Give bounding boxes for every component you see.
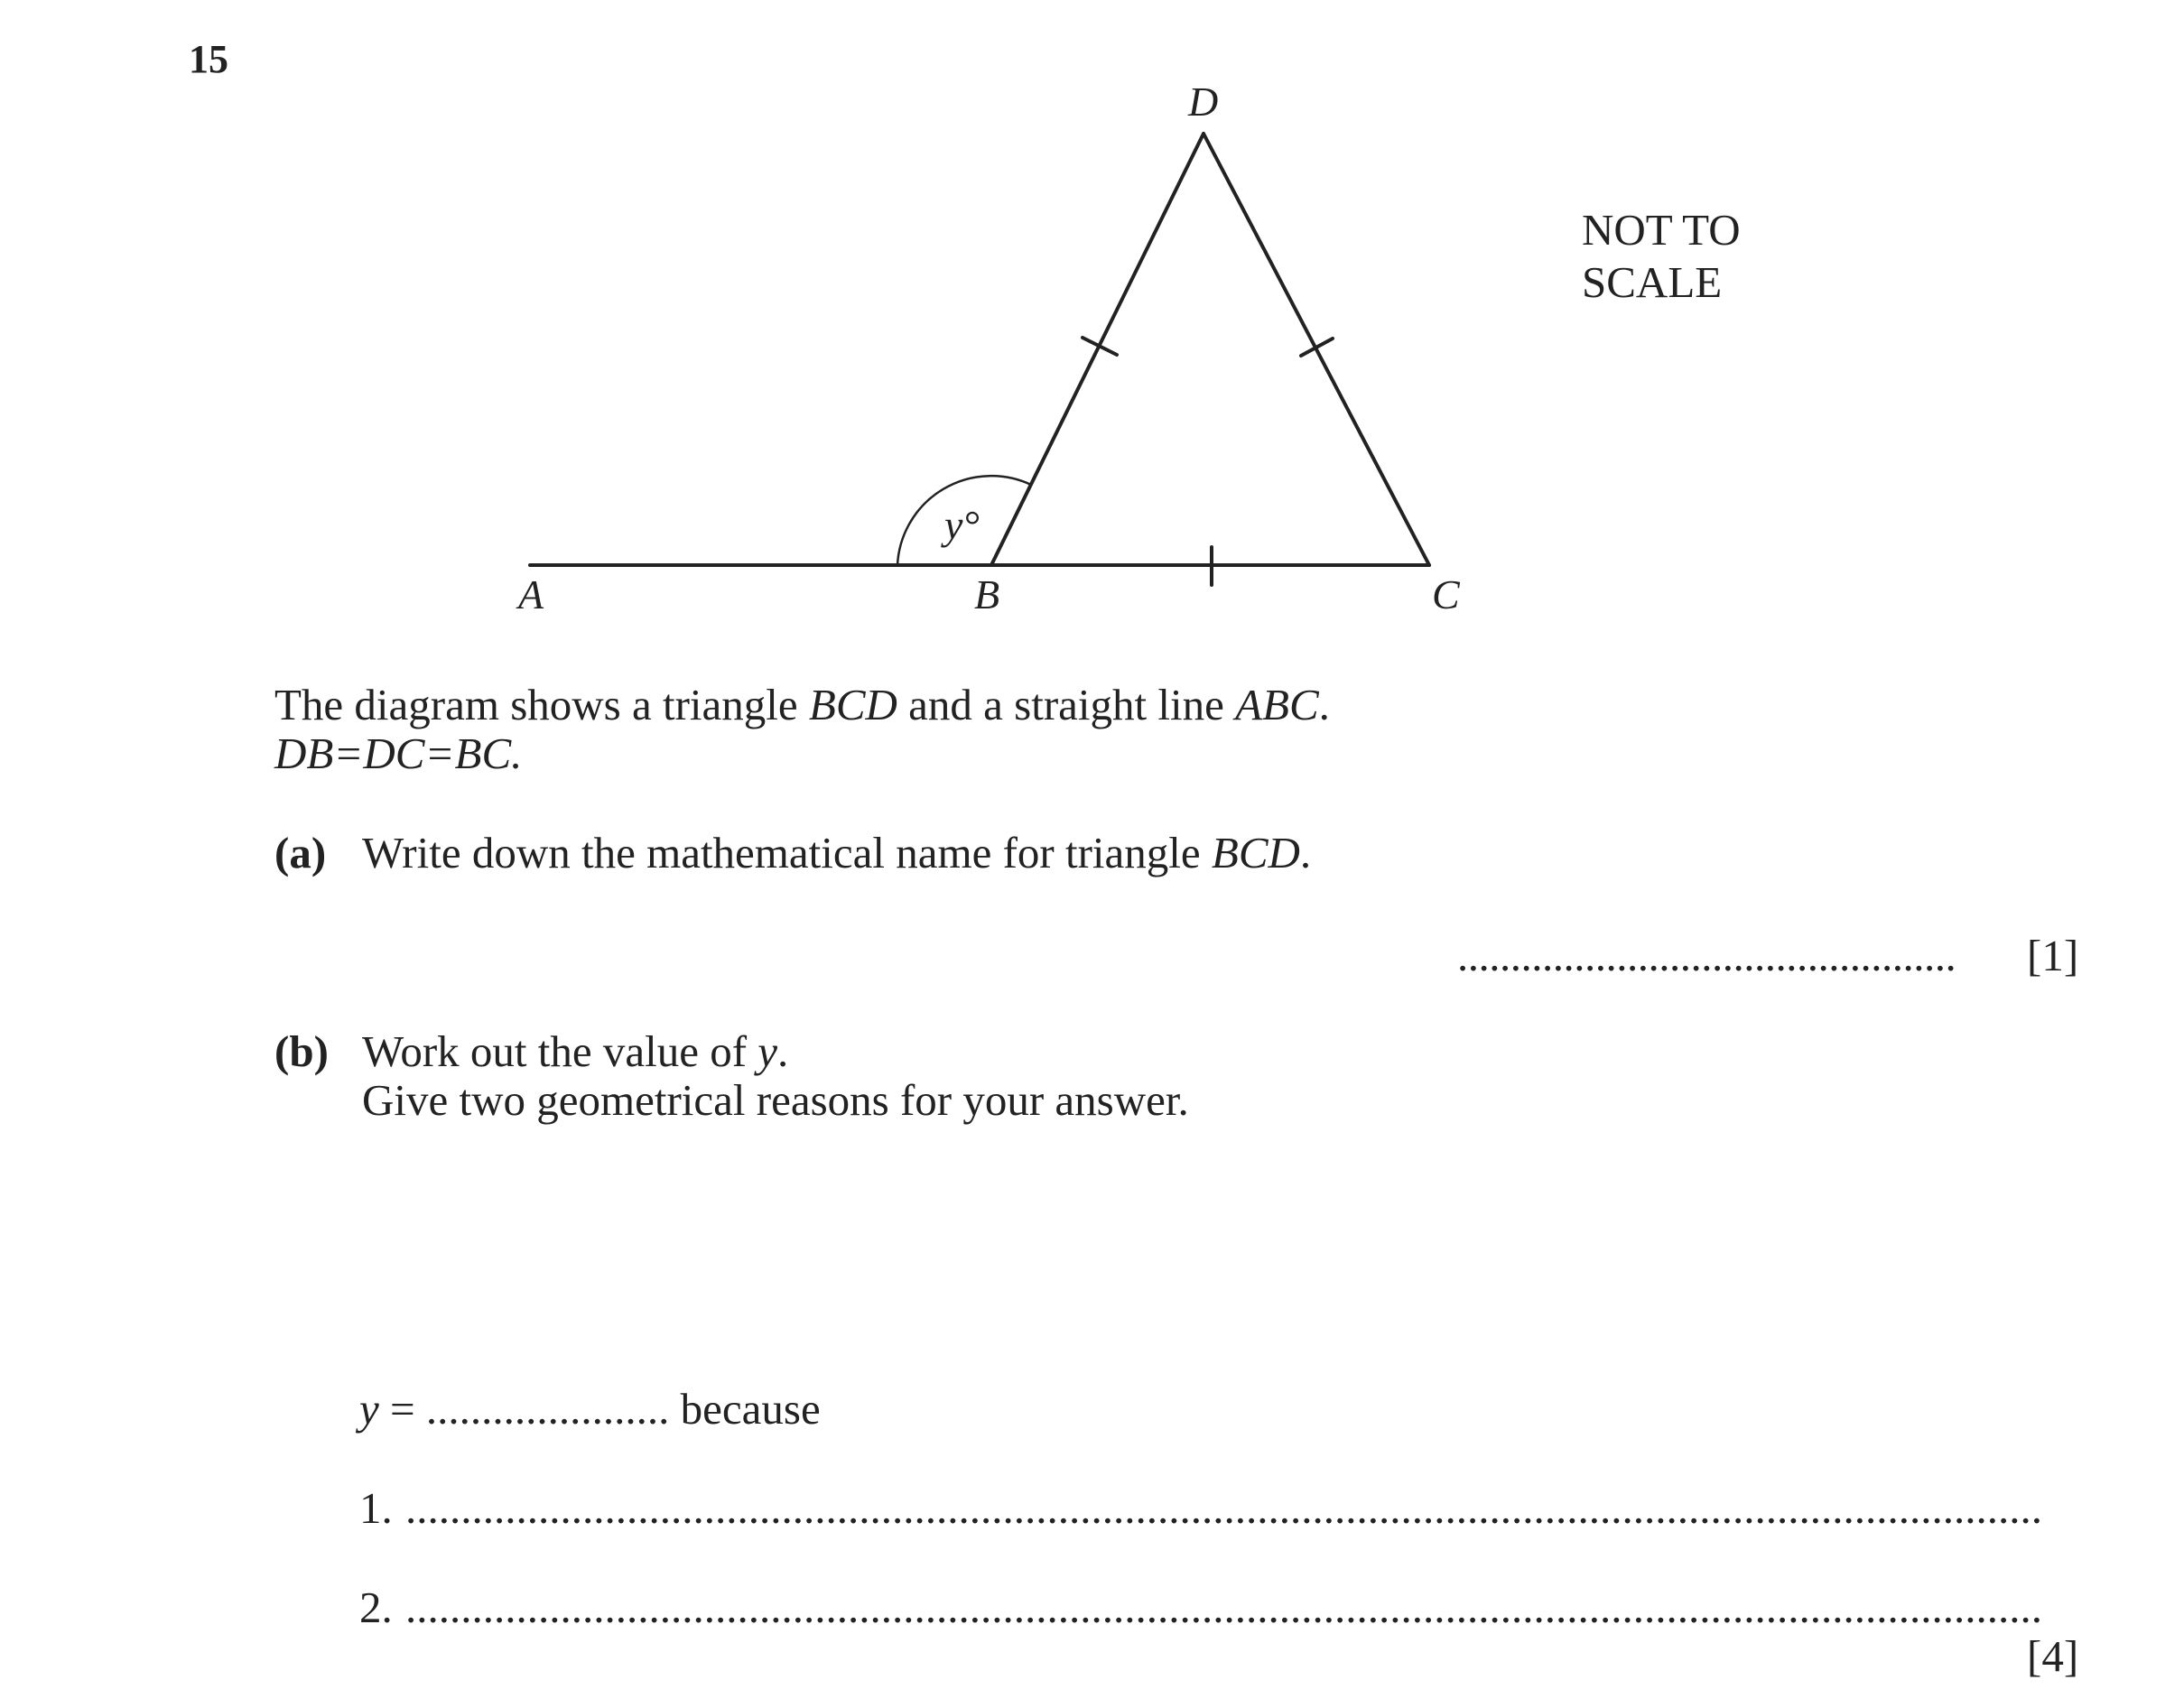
tick-bd bbox=[1083, 338, 1117, 355]
not-to-scale-note bbox=[1582, 204, 1741, 309]
intro-period: . bbox=[1318, 680, 1330, 729]
reason-2-line[interactable]: .................................................................................................................................................... bbox=[405, 1583, 2042, 1632]
angle-label: y° bbox=[944, 502, 980, 548]
question-number: 15 bbox=[189, 37, 228, 81]
part-b-var: y bbox=[757, 1026, 778, 1076]
part-a-answer-line[interactable]: ............................................... bbox=[1457, 931, 1956, 980]
part-b-marks: [4] bbox=[2027, 1631, 2079, 1681]
part-a-text: Write down the mathematical name for triangle bbox=[362, 828, 1212, 877]
intro-line-1 bbox=[274, 679, 1330, 731]
y-var: y bbox=[359, 1384, 379, 1434]
point-label-b: B bbox=[974, 571, 1000, 617]
because-text: because bbox=[669, 1384, 821, 1434]
part-b-period: . bbox=[777, 1026, 789, 1076]
point-label-a: A bbox=[518, 571, 544, 617]
intro-var-abc: ABC bbox=[1235, 680, 1319, 729]
part-b-question-line-1 bbox=[362, 1026, 788, 1078]
point-label-c: C bbox=[1432, 571, 1460, 617]
part-b-label: (b) bbox=[274, 1026, 329, 1076]
side-bd bbox=[991, 134, 1204, 565]
part-a-label: (a) bbox=[274, 828, 327, 877]
intro-line-2: DB=DC=BC. bbox=[274, 729, 523, 778]
part-a-var: BCD bbox=[1211, 828, 1300, 877]
part-a-period: . bbox=[1299, 828, 1312, 877]
part-b-text: Work out the value of bbox=[362, 1026, 758, 1076]
part-a-question bbox=[362, 827, 1311, 879]
intro-var-bcd: BCD bbox=[808, 680, 897, 729]
intro-text-mid: and a straight line bbox=[897, 680, 1236, 729]
triangle-diagram bbox=[0, 0, 2184, 686]
reason-1-number: 1. bbox=[359, 1483, 393, 1533]
point-label-d: D bbox=[1188, 79, 1219, 125]
y-answer-row bbox=[359, 1383, 821, 1435]
note-line-1: NOT TO bbox=[1582, 205, 1741, 255]
y-answer-line[interactable]: ...................... bbox=[425, 1384, 670, 1434]
note-line-2: SCALE bbox=[1582, 257, 1723, 307]
equals-sign: = bbox=[378, 1384, 426, 1434]
intro-text: The diagram shows a triangle bbox=[274, 680, 809, 729]
reason-1-line[interactable]: .................................................................................................................................................... bbox=[405, 1483, 2042, 1533]
reason-2-number: 2. bbox=[359, 1583, 393, 1632]
part-b-question-line-2: Give two geometrical reasons for your answer. bbox=[362, 1075, 1189, 1125]
part-a-marks: [1] bbox=[2027, 931, 2079, 980]
